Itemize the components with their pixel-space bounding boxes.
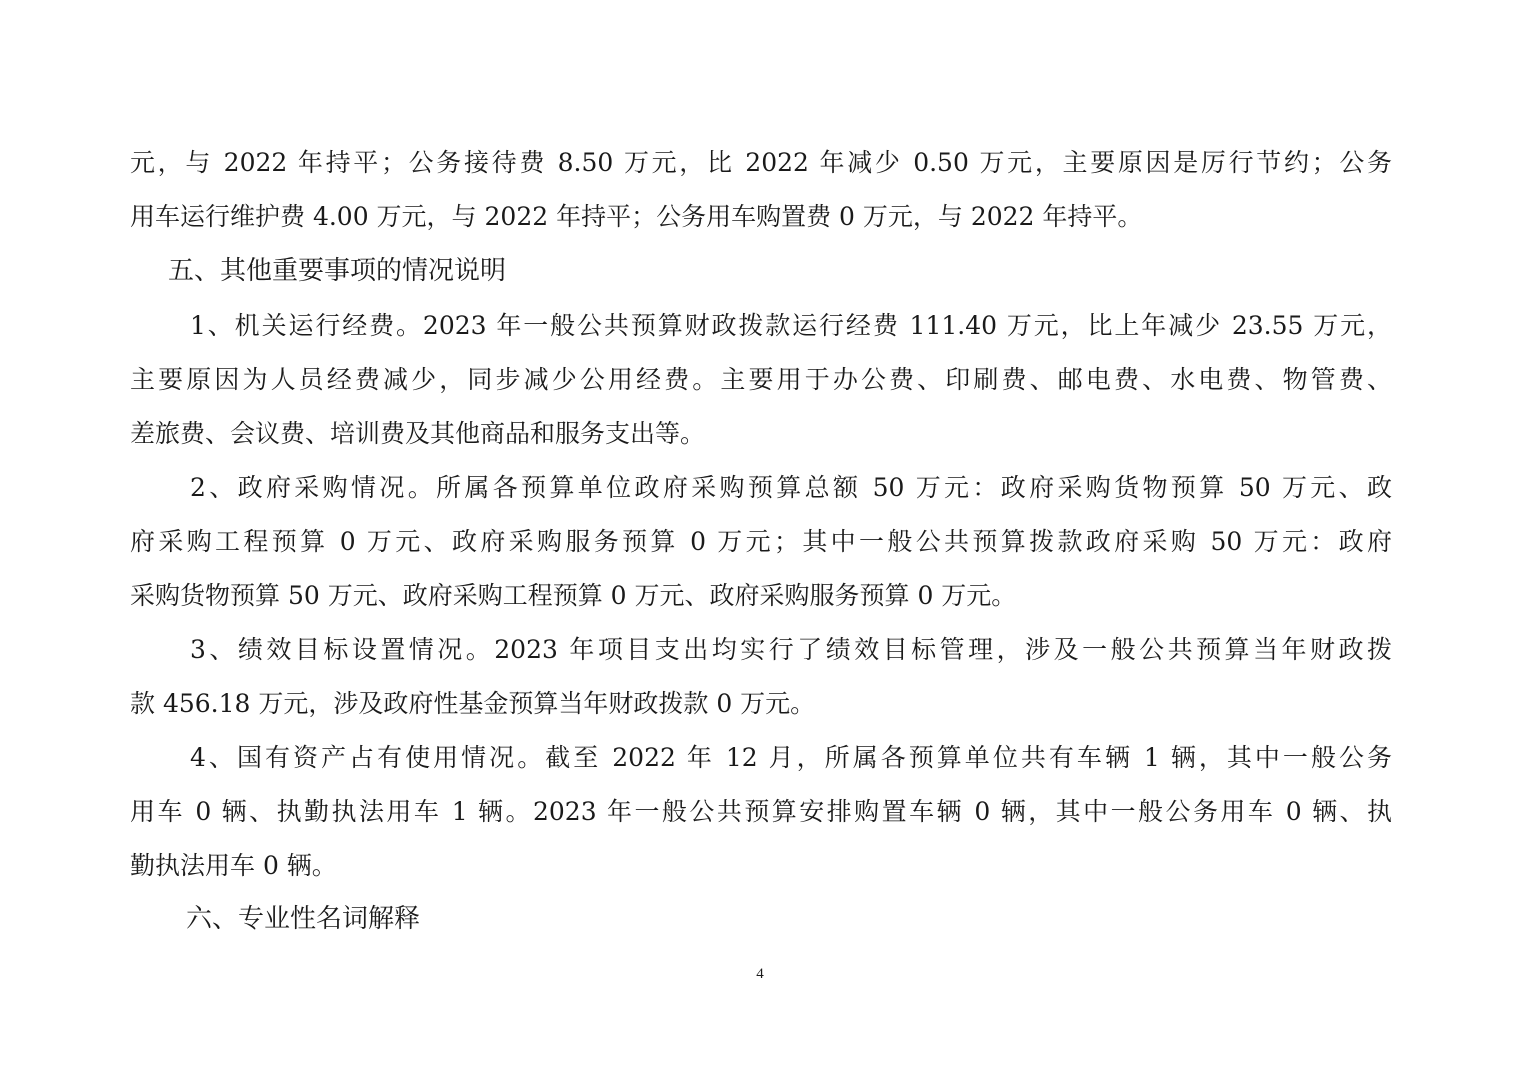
continuation-line-1: 元，与 2022 年持平；公务接待费 8.50 万元，比 2022 年减少 0.50 万元，主要原因是厉行节约；公务 bbox=[130, 148, 1392, 177]
item-1-line-1: 1、机关运行经费。2023 年一般公共预算财政拨款运行经费 111.40 万元，比上年减少 23.55 万元， bbox=[190, 311, 1392, 340]
section-5-heading: 五、其他重要事项的情况说明 bbox=[168, 256, 507, 286]
section-6-heading: 六、专业性名词解释 bbox=[186, 904, 421, 934]
item-3-line-1: 3、绩效目标设置情况。2023 年项目支出均实行了绩效目标管理，涉及一般公共预算当年财政拨 bbox=[190, 635, 1392, 664]
continuation-line-2: 用车运行维护费 4.00 万元，与 2022 年持平；公务用车购置费 0 万元，与 2022 年持平。 bbox=[130, 202, 1143, 231]
page-number: 4 bbox=[756, 966, 764, 982]
item-2-line-2: 府采购工程预算 0 万元、政府采购服务预算 0 万元；其中一般公共预算拨款政府采购 50 万元：政府 bbox=[130, 527, 1392, 556]
item-2-line-3: 采购货物预算 50 万元、政府采购工程预算 0 万元、政府采购服务预算 0 万元。 bbox=[130, 581, 1017, 610]
item-4-line-3: 勤执法用车 0 辆。 bbox=[130, 851, 337, 880]
item-3-line-2: 款 456.18 万元，涉及政府性基金预算当年财政拨款 0 万元。 bbox=[130, 689, 816, 718]
item-4-line-1: 4、国有资产占有使用情况。截至 2022 年 12 月，所属各预算单位共有车辆 1 辆，其中一般公务 bbox=[190, 743, 1392, 772]
item-4-line-2: 用车 0 辆、执勤执法用车 1 辆。2023 年一般公共预算安排购置车辆 0 辆，其中一般公务用车 0 辆、执 bbox=[130, 797, 1392, 826]
item-2-line-1: 2、政府采购情况。所属各预算单位政府采购预算总额 50 万元：政府采购货物预算 50 万元、政 bbox=[190, 473, 1392, 502]
item-1-line-3: 差旅费、会议费、培训费及其他商品和服务支出等。 bbox=[130, 419, 706, 448]
item-1-line-2: 主要原因为人员经费减少，同步减少公用经费。主要用于办公费、印刷费、邮电费、水电费、物管费、 bbox=[130, 365, 1392, 394]
